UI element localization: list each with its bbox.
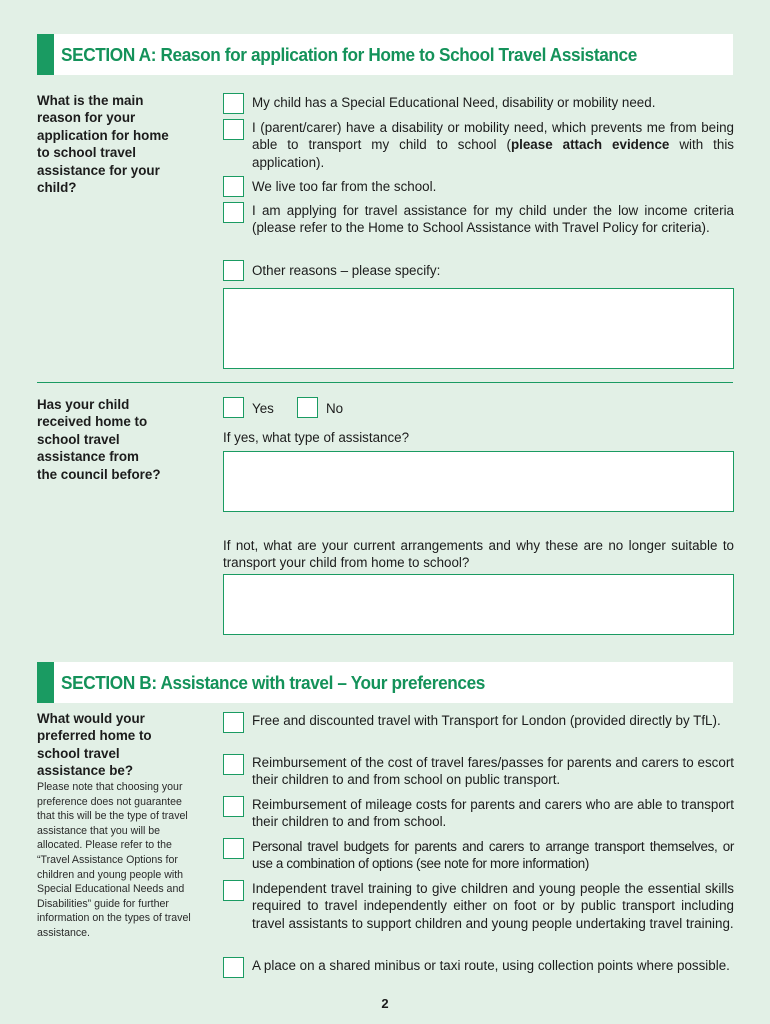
- preference-travel-training-checkbox[interactable]: [223, 880, 244, 901]
- section-b-title: SECTION B: Assistance with travel – Your preferences: [61, 671, 486, 693]
- main-reason-question: What is the main reason for your application for home to school travel assistance for your child?: [37, 93, 169, 196]
- preference-minibus-checkbox[interactable]: [223, 957, 244, 978]
- preference-tfl-checkbox[interactable]: [223, 712, 244, 733]
- reason-parent-disability-checkbox[interactable]: [223, 119, 244, 140]
- reason-distance-checkbox[interactable]: [223, 176, 244, 197]
- preference-note: Please note that choosing your preference does not guarantee that this will be the type of travel assistance that you will be allocated. Please refer to the “Travel Assistance Options for children and young people with Special Educational Needs and Disabilities” guide for further information on the types of travel assistance.: [37, 781, 191, 939]
- yes-label: Yes: [252, 401, 274, 416]
- preference-option-minibus[interactable]: [223, 957, 734, 974]
- preferred-assistance-question: What would your preferred home to school travel assistance be?: [37, 711, 152, 779]
- previous-assistance-yes-checkbox[interactable]: [223, 397, 244, 418]
- reason-sen-label: My child has a Special Educational Need, disability or mobility need.: [252, 95, 656, 110]
- assistance-type-textarea[interactable]: [223, 451, 734, 512]
- preference-option-fares[interactable]: [223, 754, 734, 789]
- previous-assistance-no-checkbox[interactable]: [297, 397, 318, 418]
- preference-option-mileage[interactable]: [223, 796, 734, 831]
- section-a-title: SECTION A: Reason for application for Home to School Travel Assistance: [61, 43, 637, 65]
- preference-personal-budget-label: Personal travel budgets for parents and carers to arrange transport themselves, or use a combination of options (see note for more information): [252, 839, 734, 872]
- attach-evidence-emphasis: please attach evidence: [510, 137, 670, 153]
- section-a-accent-bar: [37, 34, 54, 75]
- reason-low-income-checkbox[interactable]: [223, 202, 244, 223]
- other-reasons-textarea[interactable]: [223, 288, 734, 369]
- preference-travel-training-label: Independent travel training to give children and young people the essential skills required to travel independently either on foot or by public transport including travel assistants to support children and young people undertaking travel training.: [252, 881, 734, 931]
- preference-personal-budget-checkbox[interactable]: [223, 838, 244, 859]
- current-arrangements-textarea[interactable]: [223, 574, 734, 635]
- preference-fares-checkbox[interactable]: [223, 754, 244, 775]
- preference-mileage-checkbox[interactable]: [223, 796, 244, 817]
- section-b-header: [37, 662, 733, 703]
- reason-distance-label: We live too far from the school.: [252, 179, 437, 194]
- previous-assistance-no[interactable]: [297, 397, 377, 419]
- no-label: No: [326, 401, 344, 416]
- assistance-type-prompt: If yes, what type of assistance?: [223, 430, 410, 445]
- section-a-divider: [37, 382, 733, 383]
- reason-option-parent-disability[interactable]: [223, 119, 734, 171]
- section-b-accent-bar: [37, 662, 54, 703]
- page-number: 2: [381, 996, 389, 1011]
- previous-assistance-question: Has your child received home to school travel assistance from the council before?: [37, 397, 161, 482]
- reason-low-income-label: I am applying for travel assistance for my child under the low income criteria (please refer to the Home to School Assistance with Travel Policy for criteria).: [252, 203, 734, 236]
- current-arrangements-prompt: If not, what are your current arrangements and why these are no longer suitable to transport your child from home to school?: [223, 538, 734, 571]
- preference-minibus-label: A place on a shared minibus or taxi route, using collection points where possible.: [252, 958, 730, 973]
- reason-parent-disability-label: I (parent/carer) have a disability or mobility need, which prevents me from being able to transport my child to school (please attach evidence with this application).: [252, 120, 734, 170]
- preference-option-tfl[interactable]: [223, 712, 734, 729]
- preference-mileage-label: Reimbursement of mileage costs for parents and carers who are able to transport their children to and from school.: [252, 797, 734, 830]
- reason-sen-checkbox[interactable]: [223, 93, 244, 114]
- preference-fares-label: Reimbursement of the cost of travel fares/passes for parents and carers to escort their children to and from school on public transport.: [252, 755, 734, 788]
- reason-option-sen[interactable]: [223, 93, 734, 111]
- reason-option-other[interactable]: [223, 260, 734, 279]
- preference-option-personal-budget[interactable]: [223, 838, 734, 873]
- preference-tfl-label: Free and discounted travel with Transport for London (provided directly by TfL).: [252, 713, 721, 728]
- reason-option-distance[interactable]: [223, 176, 734, 195]
- reason-other-label: Other reasons – please specify:: [252, 263, 441, 278]
- reason-other-checkbox[interactable]: [223, 260, 244, 281]
- section-a-header: [37, 34, 733, 75]
- previous-assistance-yes[interactable]: [223, 397, 303, 419]
- reason-option-low-income[interactable]: [223, 202, 734, 237]
- preference-option-travel-training[interactable]: [223, 880, 734, 932]
